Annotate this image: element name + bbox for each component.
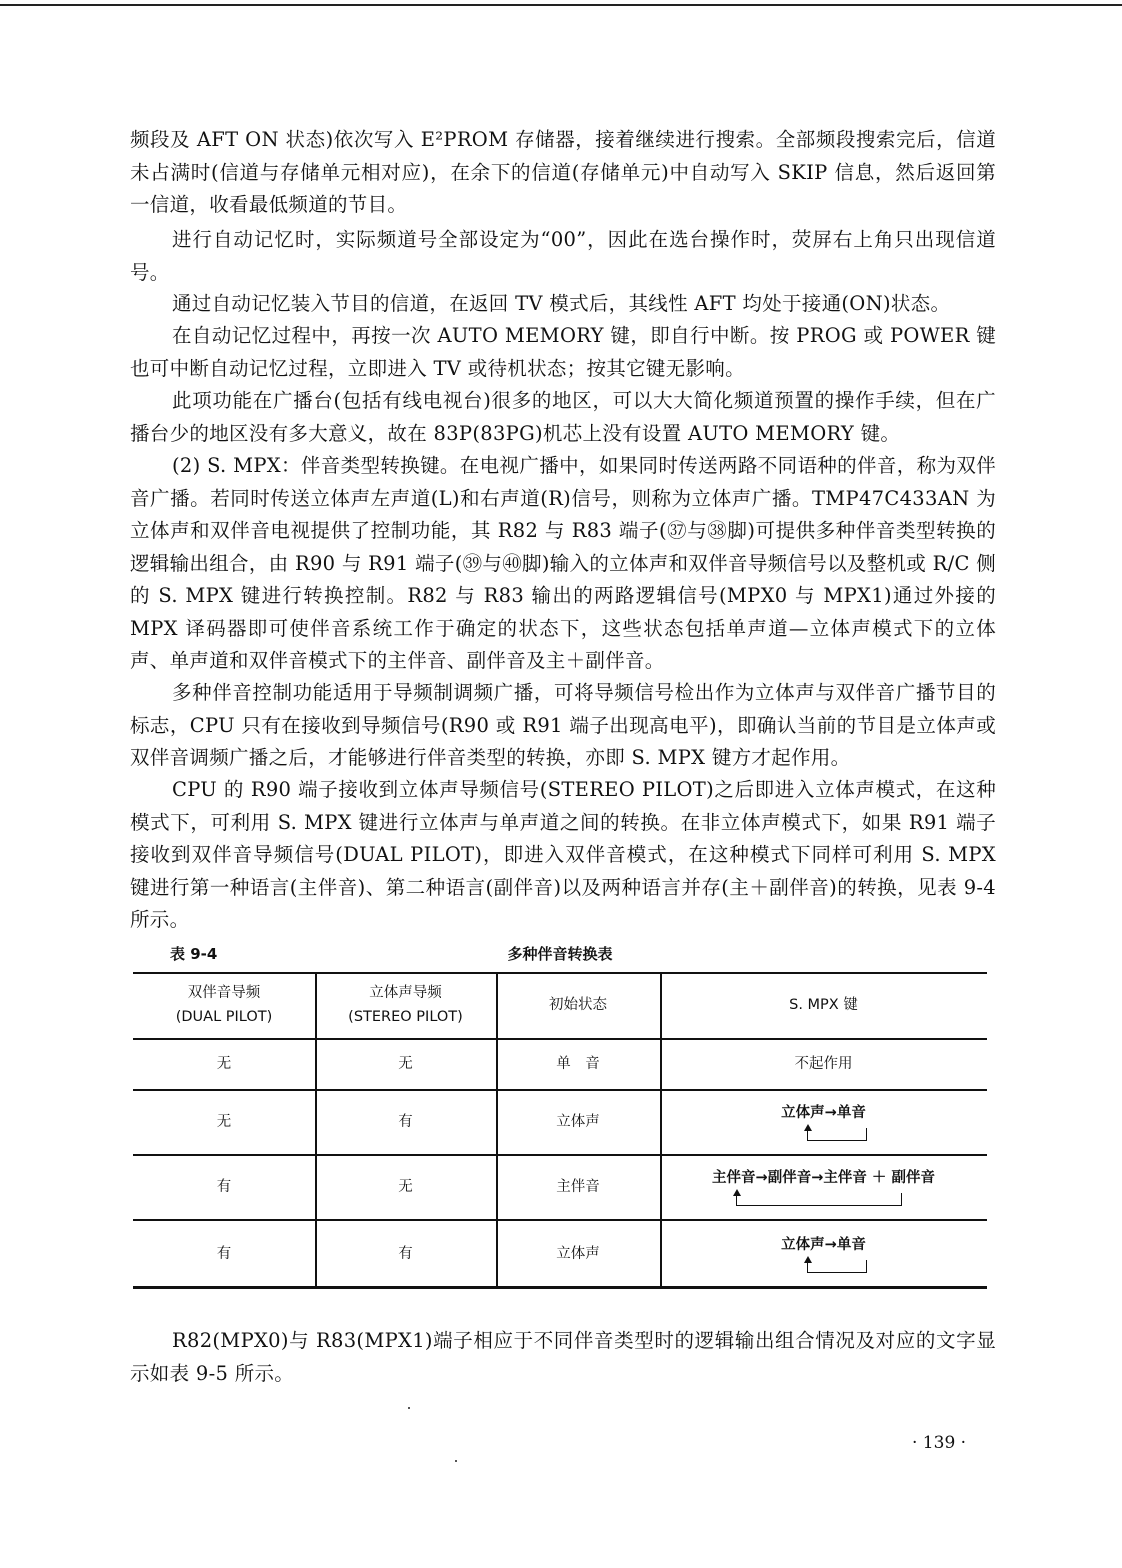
paragraph-6: (2) S. MPX：伴音类型转换键。在电视广播中，如果同时传送两路不同语种的伴音，称为双伴音广播。若同时传送立体声左声道(L)和右声道(R)信号，则称为立体声广播。TMP47C433AN 为立体声和双伴音电视提供了控制功能，其 R82 与 R83 端子(㊲与㊳脚)可提供多种伴音类型转换的逻辑输出组合，由 R90 与 R91 端子(㊴与㊵脚)输入的立体声和双伴音导频信号以及整机或 R/C 侧的 S. MPX 键进行转换控制。R82 与 R83 输出的两路逻辑信号(MPX0 与 MPX1)通过外接的 MPX 译码器即可使伴音系统工作于确定的状态下，这些状态包括单声道—立体声模式下的立体声、单声道和双伴音模式下的主伴音、副伴音及主＋副伴音。	[130, 454, 996, 672]
header-line: (DUAL PILOT)	[175, 1009, 273, 1025]
scan-speck	[455, 1460, 457, 1462]
header-line: 初始状态	[549, 997, 607, 1013]
arrow-up-icon	[804, 1124, 812, 1131]
arrow-up-icon	[733, 1189, 741, 1196]
header-line: 双伴音导频	[187, 985, 261, 1001]
switch-flow-text: 立体声→单音	[781, 1104, 866, 1121]
switch-flow-text: 立体声→单音	[781, 1236, 866, 1253]
table-cell: 无	[216, 1055, 232, 1072]
switch-flow	[712, 1166, 935, 1208]
paragraph-8: CPU 的 R90 端子接收到立体声导频信号(STEREO PILOT)之后即进入立体声模式，在这种模式下，可利用 S. MPX 键进行立体声与单声道之间的转换。在非立体声模式下，如果 R91 端子接收到双伴音导频信号(DUAL PILOT)，即进入双伴音模式，在这种模式下同样可利用 S. MPX 键进行第一种语言(主伴音)、第二种语言(副伴音)以及两种语言并存(主＋副伴音)的转换，见表 9-4 所示。	[130, 778, 996, 931]
audio-mode-table	[133, 972, 987, 1288]
switch-flow	[781, 1233, 866, 1275]
paragraph-4: 在自动记忆过程中，再按一次 AUTO MEMORY 键，即自行中断。按 PROG 或 POWER 键也可中断自动记忆过程，立即进入 TV 或待机状态；按其它键无影响。	[130, 324, 996, 380]
paragraph-9: R82(MPX0)与 R83(MPX1)端子相应于不同伴音类型时的逻辑输出组合情况及对应的文字显示如表 9-5 所示。	[130, 1329, 996, 1385]
table-cell: 不起作用	[794, 1055, 853, 1072]
paragraph-5: 此项功能在广播台(包括有线电视台)很多的地区，可以大大简化频道预置的操作手续，但在广播台少的地区没有多大意义，故在 83P(83PG)机芯上没有设置 AUTO MEMORY 键。	[130, 389, 996, 445]
table-cell: 单 音	[556, 1055, 600, 1072]
paragraph-2: 进行自动记忆时，实际频道号全部设定为“00”，因此在选台操作时，荧屏右上角只出现信道号。	[130, 228, 996, 284]
table-cell: 无	[216, 1113, 232, 1130]
return-line	[807, 1260, 867, 1273]
scan-speck	[408, 1407, 410, 1409]
paragraph-1: 频段及 AFT ON 状态)依次写入 E²PROM 存储器，接着继续进行搜索。全部频段搜索完后，信道未占满时(信道与存储单元相对应)，在余下的信道(存储单元)中自动写入 SKIP 信息，然后返回第一信道，收看最低频道的节目。	[130, 128, 996, 216]
paragraph-3: 通过自动记忆装入节目的信道，在返回 TV 模式后，其线性 AFT 均处于接通(ON)状态。	[172, 292, 951, 315]
top-border-line	[0, 4, 1122, 6]
table-cell: 有	[216, 1245, 232, 1262]
page-number: · 139 ·	[912, 1433, 967, 1453]
switch-flow-text: 主伴音→副伴音→主伴音 ＋ 副伴音	[712, 1169, 935, 1186]
paragraph-7: 多种伴音控制功能适用于导频制调频广播，可将导频信号检出作为立体声与双伴音广播节目的标志，CPU 只有在接收到导频信号(R90 或 R91 端子出现高电平)，即确认当前的节目是立体声或双伴音调频广播之后，才能够进行伴音类型的转换，亦即 S. MPX 键方才起作用。	[130, 681, 996, 769]
header-line: S. MPX 键	[789, 997, 858, 1013]
table-cell: 有	[398, 1245, 413, 1262]
table-cell: 有	[398, 1113, 413, 1130]
header-initial-state	[496, 972, 660, 1038]
table-cell: 有	[216, 1178, 232, 1195]
header-line: 立体声导频	[369, 985, 442, 1001]
header-smpx-key	[660, 972, 987, 1038]
header-stereo-pilot	[315, 972, 496, 1038]
header-dual-pilot	[133, 972, 315, 1038]
switch-flow-cell	[660, 1219, 987, 1288]
switch-flow-cell	[660, 1089, 987, 1154]
table-cell: 无	[398, 1055, 413, 1072]
header-line: (STEREO PILOT)	[348, 1009, 463, 1025]
table-cell: 立体声	[556, 1245, 600, 1262]
table-cell: 主伴音	[556, 1178, 600, 1195]
table-cell: 无	[398, 1178, 413, 1195]
arrow-up-icon	[804, 1256, 812, 1263]
switch-flow-cell	[660, 1154, 987, 1219]
switch-flow	[781, 1101, 866, 1143]
return-line	[736, 1193, 902, 1206]
table-number: 表 9-4	[170, 945, 218, 963]
table-title: 多种伴音转换表	[507, 945, 613, 963]
table-cell: 立体声	[556, 1113, 600, 1130]
return-line	[807, 1128, 867, 1141]
